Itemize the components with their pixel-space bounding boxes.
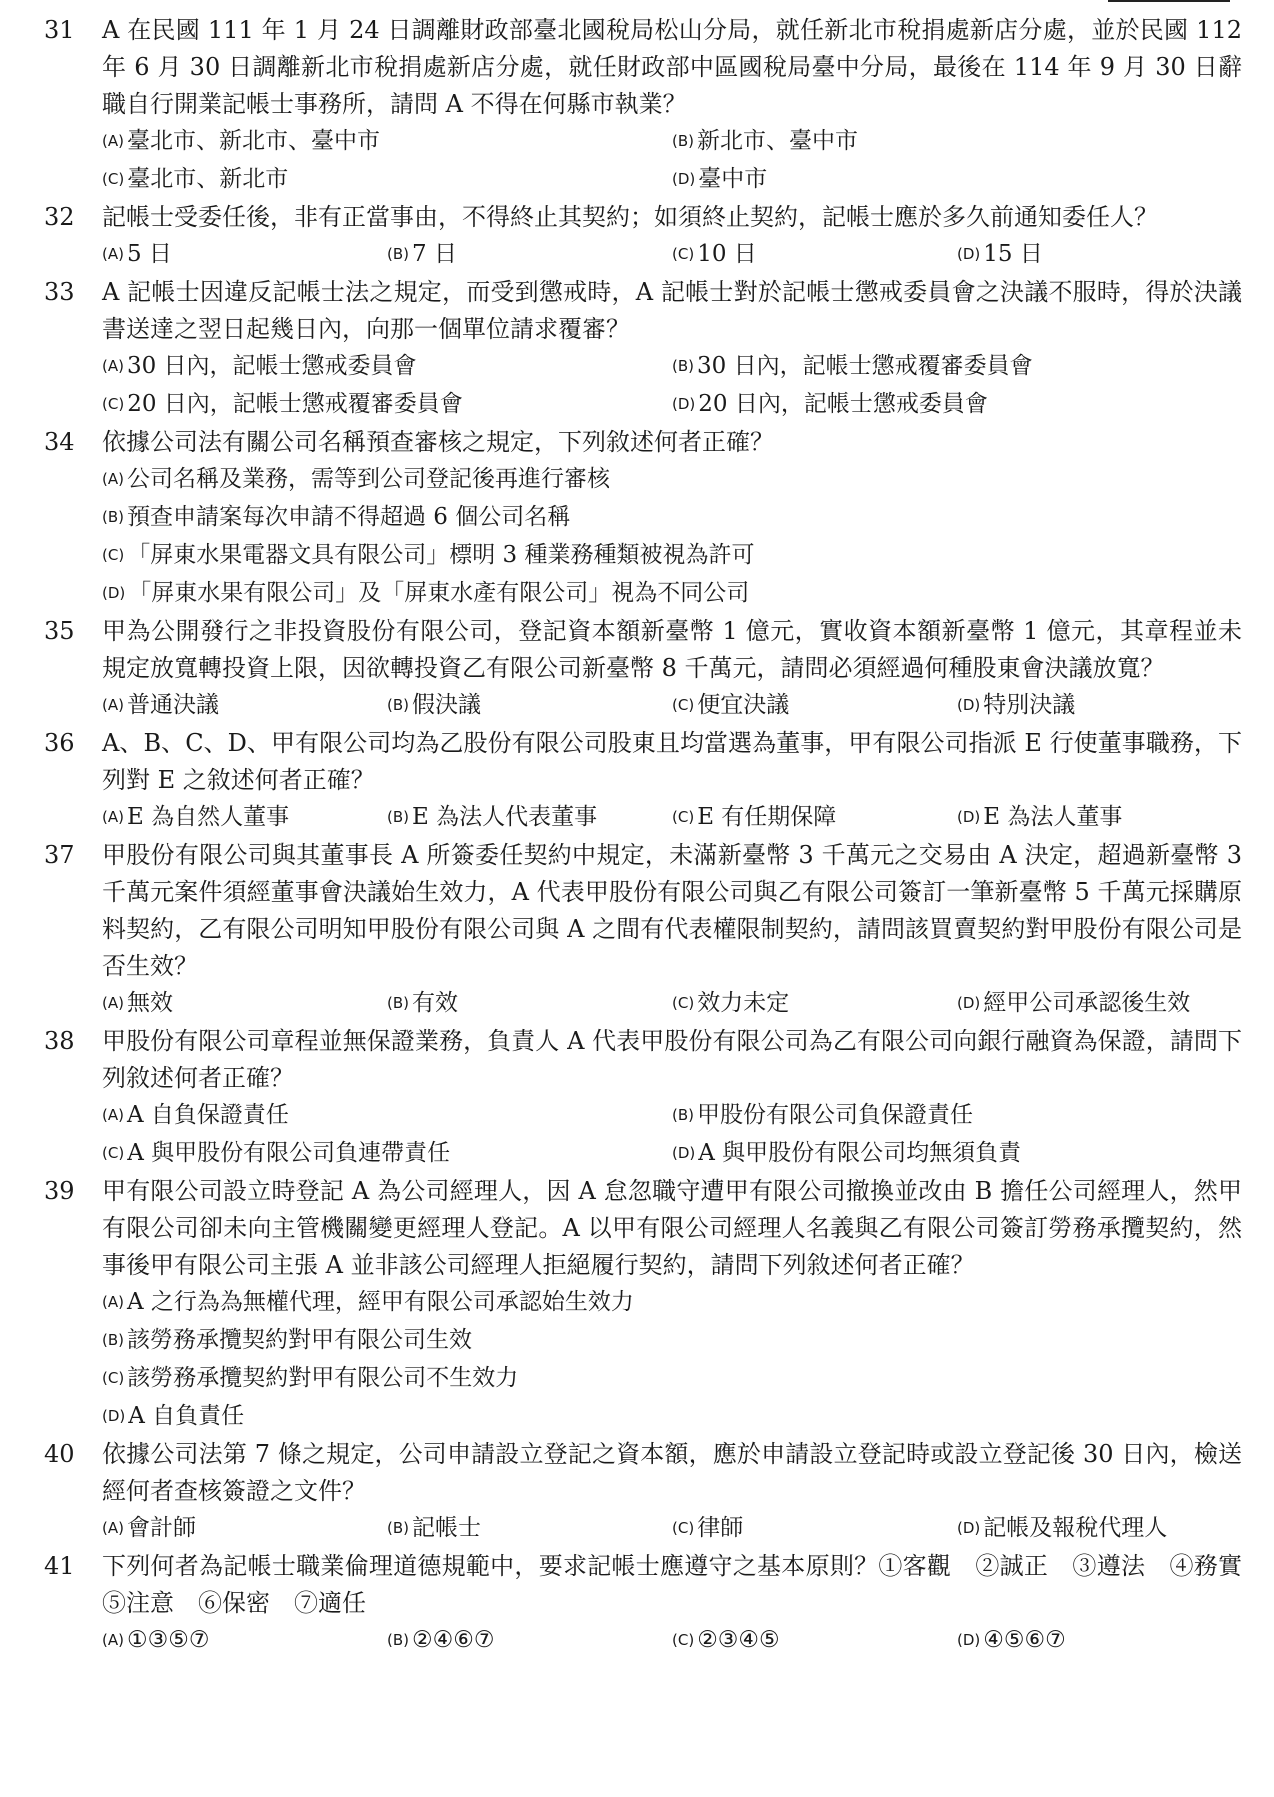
question-31 <box>40 12 1240 199</box>
option-text: ②③④⑤ <box>697 1627 780 1653</box>
question-number: 31 <box>44 16 75 44</box>
option-text: 假決議 <box>412 692 481 718</box>
option-text: 效力未定 <box>697 990 790 1016</box>
option-text: 7 日 <box>412 241 457 267</box>
option-text: 新北市、臺中市 <box>697 128 858 154</box>
option-c <box>672 1622 957 1660</box>
option-label: (B) <box>672 132 694 150</box>
option-text: A 與甲股份有限公司負連帶責任 <box>127 1140 451 1166</box>
option-label: (B) <box>102 508 124 526</box>
option-label: (A) <box>102 132 124 150</box>
option-b <box>672 1097 1242 1135</box>
option-label: (C) <box>102 1144 125 1162</box>
option-label: (C) <box>672 1631 695 1649</box>
option-text: 該勞務承攬契約對甲有限公司生效 <box>127 1327 472 1353</box>
option-label: (A) <box>102 1631 124 1649</box>
answer-options <box>102 985 1242 1023</box>
option-d <box>672 1135 1242 1173</box>
option-text: 臺中市 <box>698 166 768 192</box>
option-label: (C) <box>672 1519 695 1537</box>
question-stem: A 記帳士因違反記帳士法之規定，而受到懲戒時，A 記帳士對於記帳士懲戒委員會之決議不服時，得於決議書送達之翌日起幾日內，向那一個單位請求覆審？ <box>102 278 1242 343</box>
option-a <box>102 123 672 161</box>
option-label: (A) <box>102 808 124 826</box>
answer-options <box>102 1284 1242 1436</box>
option-d <box>957 687 1242 725</box>
answer-options <box>102 1097 1242 1173</box>
option-text: 普通決議 <box>126 692 219 718</box>
option-text: 15 日 <box>983 241 1043 267</box>
option-b <box>387 985 672 1023</box>
question-body <box>102 1436 1242 1548</box>
option-text: 20 日內，記帳士懲戒委員會 <box>698 391 988 417</box>
question-number: 32 <box>44 203 75 231</box>
option-c <box>102 1135 672 1173</box>
option-text: A 之行為為無權代理，經甲有限公司承認始生效力 <box>126 1289 634 1315</box>
answer-options <box>102 123 1242 199</box>
option-label: (A) <box>102 245 124 263</box>
option-c <box>102 161 672 199</box>
question-number: 40 <box>44 1440 75 1468</box>
option-c <box>672 236 957 274</box>
option-text: 甲股份有限公司負保證責任 <box>697 1102 973 1128</box>
question-body <box>102 837 1242 1023</box>
option-label: (B) <box>672 1106 694 1124</box>
option-label: (A) <box>102 1293 124 1311</box>
option-text: E 為法人董事 <box>983 804 1123 830</box>
question-number: 41 <box>44 1552 75 1580</box>
option-a <box>102 687 387 725</box>
option-text: 臺北市、新北市 <box>127 166 289 192</box>
option-text: 會計師 <box>126 1515 196 1541</box>
question-stem: 甲有限公司設立時登記 A 為公司經理人，因 A 怠忽職守遭甲有限公司撤換並改由 B 擔任公司經理人，然甲有限公司卻未向主管機關變更經理人登記。A 以甲有限公司經理人名義與乙有限公司簽訂勞務承攬契約，然事後甲有限公司主張 A 並非該公司經理人拒絕履行契約，請問下列敘述何者正確？ <box>102 1177 1242 1279</box>
option-text: 「屏東水果有限公司」及「屏東水產有限公司」視為不同公司 <box>128 580 750 606</box>
option-b <box>672 348 1242 386</box>
option-text: A 自負責任 <box>128 1403 245 1429</box>
option-text: 特別決議 <box>983 692 1076 718</box>
question-number: 38 <box>44 1027 75 1055</box>
option-text: 20 日內，記帳士懲戒覆審委員會 <box>127 391 463 417</box>
top-rule <box>1108 0 1230 2</box>
question-body <box>102 1548 1266 1660</box>
option-text: 10 日 <box>697 241 757 267</box>
option-text: ②④⑥⑦ <box>412 1627 495 1653</box>
answer-options <box>102 236 1242 274</box>
option-a <box>102 1622 387 1660</box>
question-body <box>102 199 1242 274</box>
option-text: 臺北市、新北市、臺中市 <box>126 128 380 154</box>
question-41 <box>40 1548 1266 1660</box>
option-label: (D) <box>957 1631 981 1649</box>
option-label: (B) <box>387 808 409 826</box>
option-label: (C) <box>102 546 125 564</box>
option-b <box>102 1322 1242 1360</box>
option-text: 記帳及報稅代理人 <box>983 1515 1168 1541</box>
option-b <box>387 799 672 837</box>
question-body <box>102 613 1242 725</box>
option-b <box>387 236 672 274</box>
option-text: 便宜決議 <box>697 692 790 718</box>
option-text: ①③⑤⑦ <box>126 1627 210 1653</box>
option-label: (B) <box>387 994 409 1012</box>
question-body <box>102 274 1242 424</box>
question-stem: A 在民國 111 年 1 月 24 日調離財政部臺北國稅局松山分局，就任新北市稅捐處新店分處，並於民國 112 年 6 月 30 日調離新北市稅捐處新店分處，就任財政部中區國稅局臺中分局，最後在 114 年 9 月 30 日辭職自行開業記帳士事務所，請問 A 不得在何縣市執業？ <box>102 16 1242 118</box>
option-b <box>387 1622 672 1660</box>
question-body <box>102 424 1242 613</box>
question-number: 33 <box>44 278 75 306</box>
option-text: 預查申請案每次申請不得超過 6 個公司名稱 <box>127 504 571 530</box>
answer-options <box>102 1622 1242 1660</box>
option-text: 「屏東水果電器文具有限公司」標明 3 種業務種類被視為許可 <box>127 542 755 568</box>
question-40 <box>40 1436 1240 1548</box>
answer-options <box>102 461 1242 613</box>
option-text: 公司名稱及業務，需等到公司登記後再進行審核 <box>126 466 610 492</box>
option-label: (A) <box>102 1106 124 1124</box>
option-label: (D) <box>957 808 981 826</box>
option-label: (B) <box>672 357 694 375</box>
question-stem: 依據公司法有關公司名稱預查審核之規定，下列敘述何者正確？ <box>102 428 774 456</box>
option-text: ④⑤⑥⑦ <box>983 1627 1066 1653</box>
question-number: 35 <box>44 617 75 645</box>
answer-options <box>102 687 1242 725</box>
option-d <box>102 575 1242 613</box>
option-d <box>957 1622 1242 1660</box>
option-label: (A) <box>102 1519 124 1537</box>
option-text: 該勞務承攬契約對甲有限公司不生效力 <box>127 1365 519 1391</box>
option-b <box>387 1510 672 1548</box>
option-text: 5 日 <box>126 241 172 267</box>
option-a <box>102 236 387 274</box>
option-label: (C) <box>672 696 695 714</box>
option-a <box>102 461 1242 499</box>
question-stem: 甲股份有限公司與其董事長 A 所簽委任契約中規定，未滿新臺幣 3 千萬元之交易由 A 決定，超過新臺幣 3 千萬元案件須經董事會決議始生效力，A 代表甲股份有限公司與乙有限公司簽訂一筆新臺幣 5 千萬元採購原料契約，乙有限公司明知甲股份有限公司與 A 之間有代表權限制契約，請問該買賣契約對甲股份有限公司是否生效？ <box>102 841 1242 980</box>
option-text: A 與甲股份有限公司均無須負責 <box>698 1140 1022 1166</box>
option-label: (D) <box>672 170 696 188</box>
option-b <box>387 687 672 725</box>
option-text: 30 日內，記帳士懲戒覆審委員會 <box>697 353 1033 379</box>
option-label: (A) <box>102 357 124 375</box>
option-text: 經甲公司承認後生效 <box>983 990 1191 1016</box>
question-number: 36 <box>44 729 75 757</box>
question-32 <box>40 199 1240 274</box>
option-label: (D) <box>102 1407 126 1425</box>
answer-options <box>102 799 1242 837</box>
option-d <box>957 1510 1242 1548</box>
option-c <box>672 985 957 1023</box>
question-stem: A、B、C、D、甲有限公司均為乙股份有限公司股東且均當選為董事，甲有限公司指派 E 行使董事職務，下列對 E 之敘述何者正確？ <box>102 729 1242 794</box>
option-label: (B) <box>387 1631 409 1649</box>
question-stem: 甲為公開發行之非投資股份有限公司，登記資本額新臺幣 1 億元，實收資本額新臺幣 1 億元，其章程並未規定放寬轉投資上限，因欲轉投資乙有限公司新臺幣 8 千萬元，請問必須經過何種股東會決議放寬？ <box>102 617 1242 682</box>
option-a <box>102 1284 1242 1322</box>
option-label: (A) <box>102 470 124 488</box>
option-label: (D) <box>957 994 981 1012</box>
question-number: 34 <box>44 428 75 456</box>
question-35 <box>40 613 1240 725</box>
option-label: (C) <box>102 395 125 413</box>
option-c <box>672 1510 957 1548</box>
option-c <box>102 1360 1242 1398</box>
answer-options <box>102 1510 1242 1548</box>
option-label: (D) <box>672 1144 696 1162</box>
option-d <box>672 161 1242 199</box>
option-c <box>102 386 672 424</box>
option-d <box>957 236 1242 274</box>
option-label: (C) <box>672 994 695 1012</box>
option-label: (B) <box>387 696 409 714</box>
option-label: (D) <box>957 696 981 714</box>
option-label: (D) <box>102 584 126 602</box>
question-body <box>102 1173 1242 1436</box>
option-label: (A) <box>102 994 124 1012</box>
option-b <box>102 499 1242 537</box>
question-number: 37 <box>44 841 75 869</box>
question-34 <box>40 424 1240 613</box>
question-39 <box>40 1173 1240 1436</box>
option-a <box>102 799 387 837</box>
option-label: (D) <box>957 1519 981 1537</box>
question-38 <box>40 1023 1240 1173</box>
option-text: 無效 <box>126 990 173 1016</box>
option-a <box>102 348 672 386</box>
question-body <box>102 12 1242 199</box>
option-label: (D) <box>672 395 696 413</box>
exam-page <box>40 12 1266 1660</box>
option-d <box>957 985 1242 1023</box>
option-d <box>957 799 1242 837</box>
option-label: (B) <box>387 1519 409 1537</box>
question-stem: 依據公司法第 7 條之規定，公司申請設立登記之資本額，應於申請設立登記時或設立登記後 30 日內，檢送經何者查核簽證之文件？ <box>102 1440 1242 1505</box>
option-text: E 有任期保障 <box>697 804 837 830</box>
option-text: 30 日內，記帳士懲戒委員會 <box>126 353 417 379</box>
question-stem: 甲股份有限公司章程並無保證業務，負責人 A 代表甲股份有限公司為乙有限公司向銀行融資為保證，請問下列敘述何者正確？ <box>102 1027 1242 1092</box>
option-a <box>102 1510 387 1548</box>
question-36 <box>40 725 1240 837</box>
option-a <box>102 985 387 1023</box>
option-b <box>672 123 1242 161</box>
answer-options <box>102 348 1242 424</box>
option-label: (B) <box>387 245 409 263</box>
option-c <box>672 687 957 725</box>
option-text: A 自負保證責任 <box>126 1102 289 1128</box>
option-c <box>102 537 1242 575</box>
question-body <box>102 725 1242 837</box>
question-33 <box>40 274 1240 424</box>
option-label: (A) <box>102 696 124 714</box>
option-label: (C) <box>102 170 125 188</box>
option-label: (C) <box>672 245 695 263</box>
option-d <box>102 1398 1242 1436</box>
option-a <box>102 1097 672 1135</box>
question-body <box>102 1023 1242 1173</box>
option-text: 有效 <box>412 990 458 1016</box>
option-text: 律師 <box>697 1515 744 1541</box>
question-number: 39 <box>44 1177 75 1205</box>
question-37 <box>40 837 1240 1023</box>
question-stem: 記帳士受委任後，非有正當事由，不得終止其契約；如須終止契約，記帳士應於多久前通知委任人？ <box>102 203 1158 231</box>
option-text: E 為法人代表董事 <box>412 804 598 830</box>
option-label: (C) <box>672 808 695 826</box>
option-label: (C) <box>102 1369 125 1387</box>
option-label: (B) <box>102 1331 124 1349</box>
option-d <box>672 386 1242 424</box>
option-c <box>672 799 957 837</box>
option-label: (D) <box>957 245 981 263</box>
option-text: 記帳士 <box>412 1515 481 1541</box>
question-stem: 下列何者為記帳士職業倫理道德規範中，要求記帳士應遵守之基本原則？①客觀 ②誠正 ③遵法 ④務實 ⑤注意 ⑥保密 ⑦適任 <box>102 1552 1266 1617</box>
option-text: E 為自然人董事 <box>126 804 290 830</box>
